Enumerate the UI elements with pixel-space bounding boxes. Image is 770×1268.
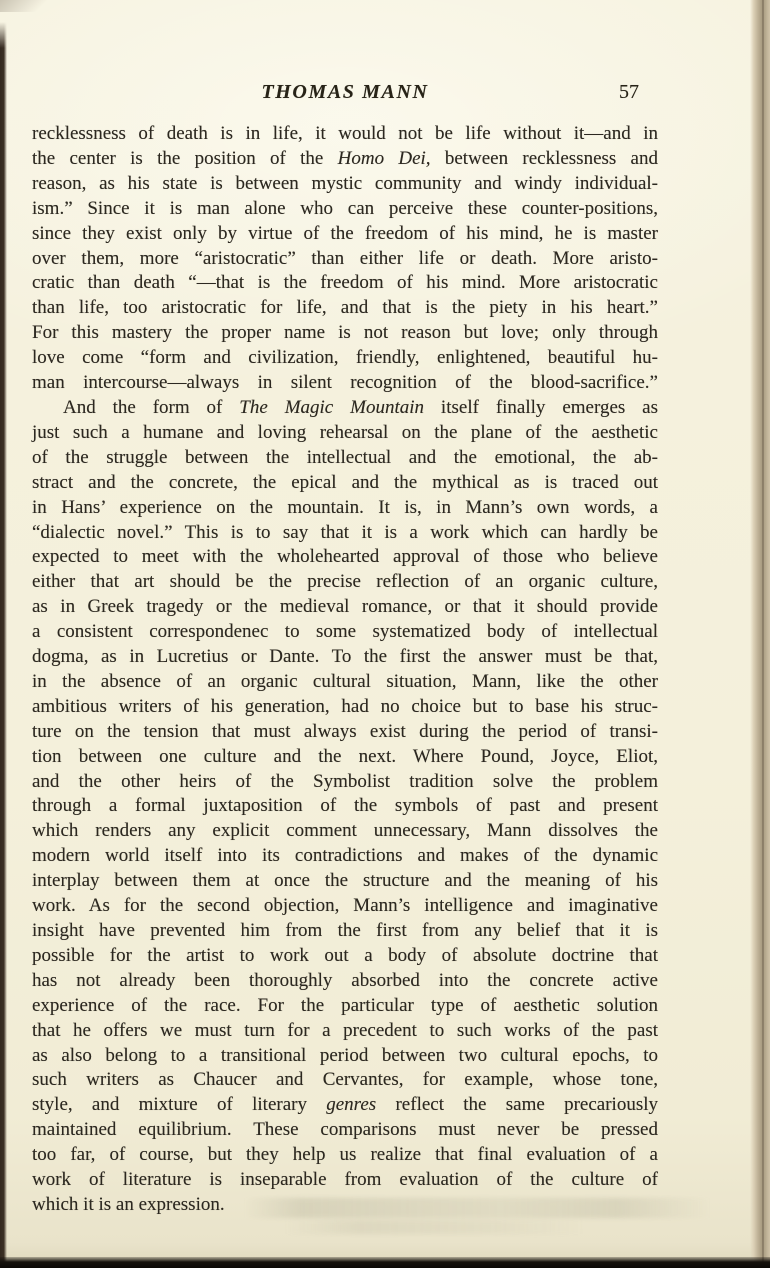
scan-corner-shading bbox=[0, 0, 52, 12]
scan-bottom-border bbox=[0, 1257, 770, 1268]
text-line: stract and the concrete, the epical and the mythical as is traced out bbox=[32, 471, 658, 493]
text-line: as in Greek tragedy or the medieval romance, or that it should provide bbox=[32, 596, 658, 618]
text-line: a consistent correspondenec to some systematized body of intellectual bbox=[32, 621, 658, 643]
text-line: over them, more “aristocratic” than either life or death. More aristo- bbox=[32, 247, 658, 269]
italic-phrase: genres bbox=[326, 1094, 377, 1116]
book-page-edge bbox=[750, 0, 770, 1268]
left-gutter-shadow bbox=[0, 0, 7, 1268]
text-line: experience of the race. For the particular type of aesthetic solution bbox=[32, 994, 658, 1016]
text-line: since they exist only by virtue of the freedom of his mind, he is master bbox=[32, 222, 658, 244]
text-line: has not already been thoroughly absorbed into the concrete active bbox=[32, 969, 658, 991]
text-line: work of literature is inseparable from evaluation of the culture of bbox=[32, 1169, 658, 1191]
text-line: tion between one culture and the next. Where Pound, Joyce, Eliot, bbox=[32, 745, 658, 767]
text-line: cratic than death “—that is the freedom of his mind. More aristocratic bbox=[32, 272, 658, 294]
text-line: and the other heirs of the Symbolist tradition solve the problem bbox=[32, 770, 658, 792]
italic-phrase: Homo Dei, bbox=[337, 147, 431, 169]
text-line: such writers as Chaucer and Cervantes, for example, whose tone, bbox=[32, 1069, 658, 1091]
text-line: “dialectic novel.” This is to say that it is a work which can hardly be bbox=[32, 521, 658, 543]
text-line: love come “form and civilization, friendly, enlightened, beautiful hu- bbox=[32, 347, 658, 369]
running-title: THOMAS MANN bbox=[261, 81, 429, 103]
text-line: ture on the tension that must always exist during the period of transi- bbox=[32, 720, 658, 742]
text-line: style, and mixture of literary genres reflect the same precariously bbox=[32, 1094, 658, 1116]
text-line: ambitious writers of his generation, had no choice but to base his struc- bbox=[32, 695, 658, 717]
page-header bbox=[32, 81, 658, 107]
text-line: through a formal juxtaposition of the symbols of past and present bbox=[32, 795, 658, 817]
text-line: possible for the artist to work out a body of absolute doctrine that bbox=[32, 944, 658, 966]
text-line: And the form of The Magic Mountain itself finally emerges as bbox=[63, 396, 658, 418]
page-body-text bbox=[32, 122, 658, 1218]
text-line: just such a humane and loving rehearsal on the plane of the aesthetic bbox=[32, 421, 658, 443]
text-line: in Hans’ experience on the mountain. It is, in Mann’s own words, a bbox=[32, 496, 658, 518]
page-number: 57 bbox=[619, 81, 639, 103]
text-line: the center is the position of the Homo Dei, between recklessness and bbox=[32, 147, 658, 169]
text-line: interplay between them at once the structure and the meaning of his bbox=[32, 870, 658, 892]
text-line: recklessness of death is in life, it would not be life without it—and in bbox=[32, 123, 658, 144]
text-line: that he offers we must turn for a precedent to such works of the past bbox=[32, 1019, 658, 1041]
text-line: For this mastery the proper name is not reason but love; only through bbox=[32, 322, 658, 344]
text-line: which renders any explicit comment unnecessary, Mann dissolves the bbox=[32, 820, 658, 842]
italic-phrase: The Magic Mountain bbox=[239, 396, 425, 418]
text-line: which it is an expression. bbox=[32, 1193, 225, 1215]
text-line: dogma, as in Lucretius or Dante. To the first the answer must be that, bbox=[32, 646, 658, 668]
text-line: modern world itself into its contradictions and makes of the dynamic bbox=[32, 845, 658, 867]
text-line: reason, as his state is between mystic community and windy individual- bbox=[32, 172, 658, 194]
text-line: of the struggle between the intellectual and the emotional, the ab- bbox=[32, 446, 658, 468]
text-line: than life, too aristocratic for life, and that is the piety in his heart.” bbox=[32, 297, 658, 319]
ink-bleed-through bbox=[245, 1198, 710, 1218]
text-line: ism.” Since it is man alone who can perceive these counter-positions, bbox=[32, 197, 658, 219]
text-line: work. As for the second objection, Mann’s intelligence and imaginative bbox=[32, 895, 658, 917]
text-line: either that art should be the precise reflection of an organic culture, bbox=[32, 571, 658, 593]
text-line: maintained equilibrium. These comparisons must never be pressed bbox=[32, 1119, 658, 1141]
text-line: insight have prevented him from the first from any belief that it is bbox=[32, 920, 658, 941]
text-line: expected to meet with the wholehearted approval of those who believe bbox=[32, 546, 658, 568]
text-line: too far, of course, but they help us realize that final evaluation of a bbox=[32, 1144, 658, 1166]
text-line: as also belong to a transitional period between two cultural epochs, to bbox=[32, 1044, 658, 1066]
text-line: man intercourse—always in silent recognition of the blood-sacrifice.” bbox=[32, 372, 658, 394]
text-line: in the absence of an organic cultural situation, Mann, like the other bbox=[32, 670, 658, 692]
